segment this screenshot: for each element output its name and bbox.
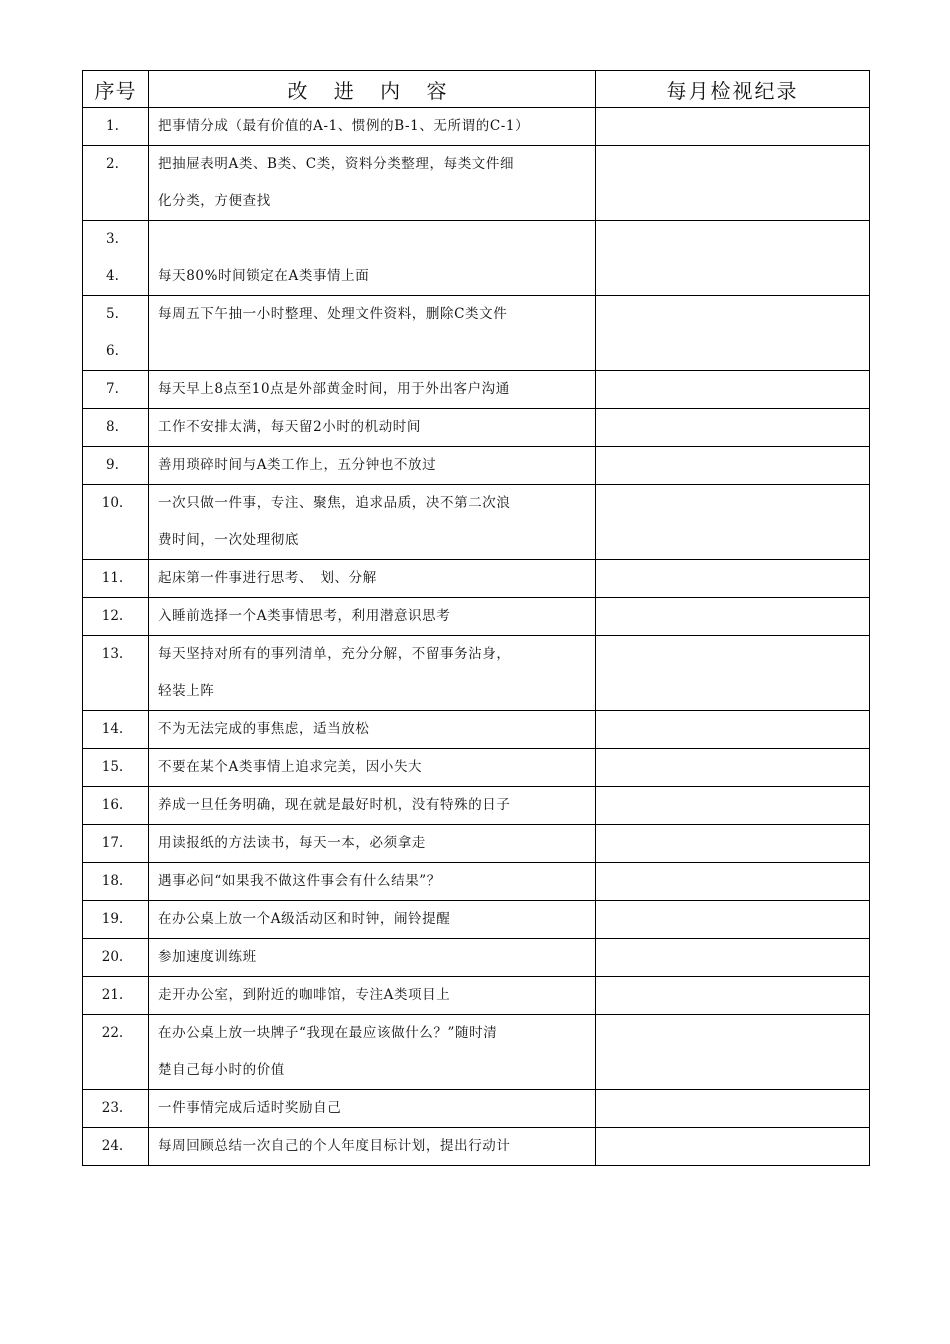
content-line: 遇事必问“如果我不做这件事会有什么结果”？ [158,873,441,889]
row-serial-number [83,901,149,939]
content-line: 每天早上8点至10点是外部黄金时间，用于外出客户沟通 [158,381,510,397]
serial-number-text: 18. [101,873,124,889]
row-improvement-content [149,787,596,825]
content-line: 每周回顾总结一次自己的个人年度目标计划，提出行动计 [158,1138,511,1154]
header-serial-number: 序号 [83,71,149,108]
serial-number-text: 23. [101,1100,124,1116]
row-serial-number [83,108,149,146]
table-row [83,146,870,221]
row-monthly-review-cell[interactable] [596,485,870,560]
row-improvement-content [149,1128,596,1166]
content-line: 不要在某个A类事情上追求完美，因小失大 [158,759,423,775]
serial-number-text: 7. [106,381,119,397]
row-monthly-review-cell[interactable] [596,711,870,749]
row-improvement-content [149,447,596,485]
content-line: 把抽屉表明A类、B类、C类，资料分类整理，每类文件细 [158,156,515,172]
row-monthly-review-cell[interactable] [596,447,870,485]
table-row [83,409,870,447]
table-row [83,221,870,296]
content-line: 轻装上阵 [158,683,215,699]
content-line: 善用琐碎时间与A类工作上，五分钟也不放过 [158,457,437,473]
serial-number-text: 13. [101,646,124,662]
content-line: 化分类，方便查找 [158,193,271,209]
row-monthly-review-cell[interactable] [596,296,870,371]
serial-number-text: 17. [101,835,124,851]
row-monthly-review-cell[interactable] [596,977,870,1015]
content-line: 在办公桌上放一块牌子“我现在最应该做什么？”随时清 [158,1025,498,1041]
serial-number-text: 22. [101,1025,124,1041]
serial-number-text: 10. [101,495,124,511]
row-improvement-content [149,636,596,711]
row-serial-number [83,409,149,447]
content-line: 每周五下午抽一小时整理、处理文件资料，删除C类文件 [158,306,508,322]
row-monthly-review-cell[interactable] [596,636,870,711]
row-serial-number [83,1015,149,1090]
improvement-plan-table [82,70,870,1166]
row-monthly-review-cell[interactable] [596,146,870,221]
content-line: 楚自己每小时的价值 [158,1062,285,1078]
serial-number-text: 21. [101,987,124,1003]
table-row [83,901,870,939]
table-row [83,296,870,371]
content-line: 每天坚持对所有的事列清单，充分分解，不留事务沾身， [158,646,511,662]
row-improvement-content [149,296,596,371]
header-monthly-review-record: 每月检视纪录 [596,71,870,108]
table-row [83,863,870,901]
row-improvement-content [149,711,596,749]
row-improvement-content [149,977,596,1015]
content-line: 入睡前选择一个A类事情思考，利用潜意识思考 [158,608,451,624]
table-body [83,108,870,1166]
row-improvement-content [149,221,596,296]
row-improvement-content [149,1015,596,1090]
row-monthly-review-cell[interactable] [596,371,870,409]
content-line: 在办公桌上放一个A级活动区和时钟，闹铃提醒 [158,911,451,927]
content-line: 费时间，一次处理彻底 [158,532,299,548]
row-improvement-content [149,901,596,939]
row-serial-number [83,939,149,977]
row-monthly-review-cell[interactable] [596,863,870,901]
row-monthly-review-cell[interactable] [596,221,870,296]
row-serial-number [83,1090,149,1128]
serial-number-text: 16. [101,797,124,813]
row-serial-number [83,447,149,485]
row-monthly-review-cell[interactable] [596,560,870,598]
row-monthly-review-cell[interactable] [596,1090,870,1128]
row-serial-number [83,787,149,825]
row-monthly-review-cell[interactable] [596,749,870,787]
content-line: 一次只做一件事，专注、聚焦，追求品质，决不第二次浪 [158,495,511,511]
row-serial-number [83,560,149,598]
row-monthly-review-cell[interactable] [596,939,870,977]
table-row [83,108,870,146]
table-row [83,1015,870,1090]
row-serial-number [83,598,149,636]
content-line: 参加速度训练班 [158,949,257,965]
table-row [83,598,870,636]
content-line [158,221,591,258]
row-serial-number [83,371,149,409]
table-row [83,371,870,409]
table-row [83,939,870,977]
row-monthly-review-cell[interactable] [596,1128,870,1166]
row-serial-number [83,221,149,296]
row-improvement-content [149,560,596,598]
row-serial-number [83,636,149,711]
row-improvement-content [149,108,596,146]
table-row [83,447,870,485]
row-monthly-review-cell[interactable] [596,598,870,636]
content-line: 把事情分成（最有价值的A-1、惯例的B-1、无所谓的C-1） [158,118,530,134]
row-improvement-content [149,825,596,863]
serial-number-text: 12. [101,608,124,624]
row-improvement-content [149,409,596,447]
serial-number-text: 5. [106,306,119,322]
content-line: 不为无法完成的事焦虑，适当放松 [158,721,370,737]
table-row [83,977,870,1015]
serial-number-text: 3. [106,231,119,247]
serial-number-text: 4. [106,268,119,284]
row-serial-number [83,146,149,221]
serial-number-text: 15. [101,759,124,775]
serial-number-text: 9. [106,457,119,473]
row-serial-number [83,296,149,371]
row-improvement-content [149,749,596,787]
row-improvement-content [149,1090,596,1128]
table-row [83,560,870,598]
table-row [83,825,870,863]
row-improvement-content [149,146,596,221]
row-improvement-content [149,939,596,977]
row-serial-number [83,749,149,787]
table-row [83,636,870,711]
serial-number-text: 14. [101,721,124,737]
row-monthly-review-cell[interactable] [596,1015,870,1090]
row-serial-number [83,1128,149,1166]
serial-number-text: 2. [106,156,119,172]
row-serial-number [83,485,149,560]
row-serial-number [83,977,149,1015]
row-improvement-content [149,485,596,560]
row-improvement-content [149,371,596,409]
table-row [83,711,870,749]
content-line: 起床第一件事进行思考、 划、分解 [158,570,377,586]
header-improvement-content: 改 进 内 容 [149,71,596,108]
content-line: 一件事情完成后适时奖励自己 [158,1100,342,1116]
content-line [158,333,591,370]
table-row [83,787,870,825]
table-row [83,485,870,560]
table-row [83,749,870,787]
row-serial-number [83,711,149,749]
row-monthly-review-cell[interactable] [596,409,870,447]
serial-number-text: 8. [106,419,119,435]
serial-number-text: 20. [101,949,124,965]
content-line: 用读报纸的方法读书，每天一本，必须拿走 [158,835,426,851]
serial-number-text: 24. [101,1138,124,1154]
row-improvement-content [149,863,596,901]
serial-number-text: 11. [101,570,124,586]
content-line: 每天80%时间锁定在A类事情上面 [158,268,370,284]
row-monthly-review-cell[interactable] [596,108,870,146]
content-line: 养成一旦任务明确，现在就是最好时机，没有特殊的日子 [158,797,511,813]
row-serial-number [83,863,149,901]
serial-number-text: 6. [106,343,119,359]
serial-number-text: 19. [101,911,124,927]
serial-number-text: 1. [106,118,119,134]
row-improvement-content [149,598,596,636]
row-monthly-review-cell[interactable] [596,787,870,825]
table-header-row [83,71,870,108]
content-line: 工作不安排太满，每天留2小时的机动时间 [158,419,421,435]
table-row [83,1128,870,1166]
row-monthly-review-cell[interactable] [596,825,870,863]
content-line: 走开办公室，到附近的咖啡馆，专注A类项目上 [158,987,451,1003]
row-monthly-review-cell[interactable] [596,901,870,939]
table-row [83,1090,870,1128]
row-serial-number [83,825,149,863]
